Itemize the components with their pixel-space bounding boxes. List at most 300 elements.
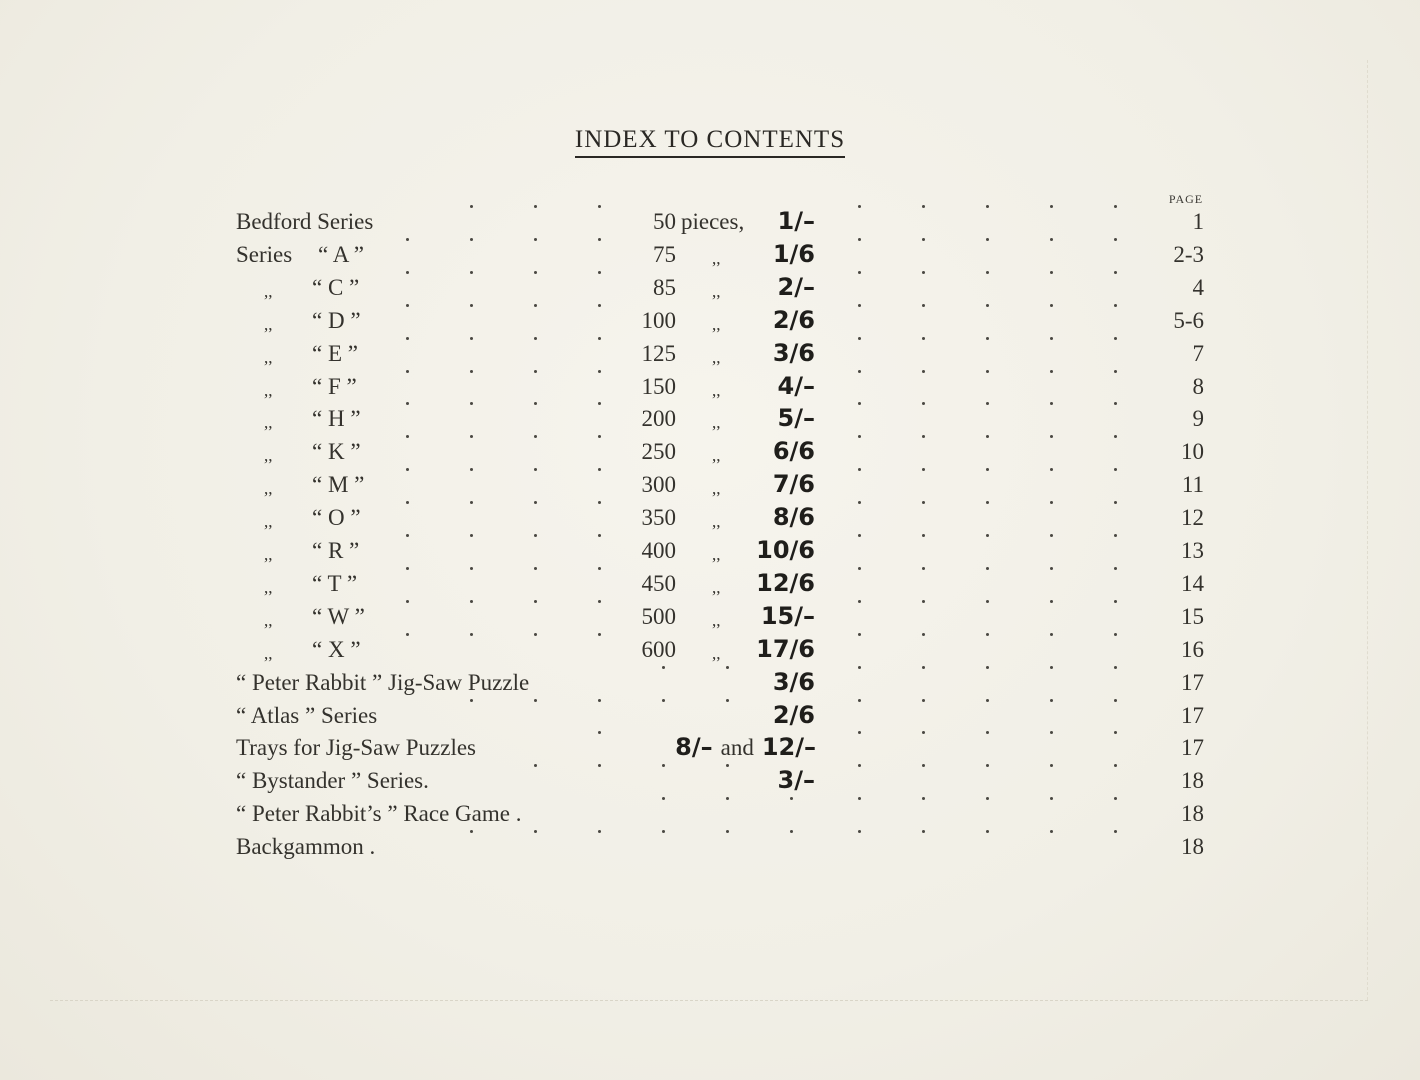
leader-dot bbox=[986, 402, 989, 405]
leader-dot bbox=[1114, 238, 1117, 241]
leader-dot bbox=[534, 567, 537, 570]
leader-dot bbox=[986, 666, 989, 669]
leader-dot bbox=[406, 468, 409, 471]
leader-dot bbox=[470, 238, 473, 241]
leader-dot bbox=[726, 699, 729, 702]
leader-dot bbox=[406, 370, 409, 373]
ditto-mark: ,, bbox=[264, 281, 273, 301]
leader-dot bbox=[790, 797, 793, 800]
piece-count: 400 bbox=[641, 538, 676, 563]
leader-dot bbox=[986, 435, 989, 438]
series-letter: “ W ” bbox=[312, 603, 365, 629]
leader-dot bbox=[534, 238, 537, 241]
contents-entry bbox=[0, 271, 1420, 304]
leader-dot bbox=[986, 468, 989, 471]
leader-dot bbox=[598, 337, 601, 340]
piece-count: 200 bbox=[641, 406, 676, 432]
leader-dot bbox=[922, 600, 925, 603]
ditto-mark: ,, bbox=[712, 446, 721, 466]
leader-dot bbox=[858, 468, 861, 471]
series-letter: “ F ” bbox=[312, 373, 357, 399]
entry-page-number: 17 bbox=[1181, 735, 1204, 761]
leader-dot bbox=[662, 699, 665, 702]
leader-dot bbox=[922, 764, 925, 767]
piece-count: 75 bbox=[653, 241, 676, 267]
entry-page-number: 17 bbox=[1181, 702, 1204, 728]
series-letter: “ X ” bbox=[312, 636, 361, 662]
leader-dot bbox=[922, 534, 925, 537]
leader-dot bbox=[470, 435, 473, 438]
leader-dot bbox=[406, 337, 409, 340]
series-letter: “ C ” bbox=[312, 274, 360, 300]
pieces-word: pieces, bbox=[681, 209, 745, 234]
leader-dot bbox=[534, 435, 537, 438]
entry-price: 5/– bbox=[777, 404, 815, 433]
leader-dot bbox=[470, 600, 473, 603]
leader-dot bbox=[598, 304, 601, 307]
piece-count: 300 bbox=[641, 472, 676, 498]
price-low: 8/– bbox=[675, 733, 713, 762]
contents-entry bbox=[0, 567, 1420, 600]
leader-dot bbox=[406, 633, 409, 636]
ditto-mark: ,, bbox=[712, 610, 721, 630]
leader-dot bbox=[986, 534, 989, 537]
leader-dot bbox=[1114, 699, 1117, 702]
leader-dot bbox=[1050, 468, 1053, 471]
contents-entry bbox=[0, 205, 1420, 238]
leader-dot bbox=[922, 731, 925, 734]
leader-dot bbox=[1114, 435, 1117, 438]
leader-dot bbox=[406, 304, 409, 307]
ditto-mark: ,, bbox=[712, 248, 721, 268]
leader-dot bbox=[1050, 731, 1053, 734]
entry-page-number: 8 bbox=[1192, 373, 1204, 399]
leader-dot bbox=[406, 435, 409, 438]
leader-dot bbox=[470, 468, 473, 471]
leader-dot bbox=[986, 271, 989, 274]
entry-page-number: 2-3 bbox=[1173, 241, 1204, 267]
contents-entry bbox=[0, 764, 1420, 797]
ditto-mark: ,, bbox=[264, 314, 273, 334]
leader-dot bbox=[470, 402, 473, 405]
leader-dot bbox=[858, 501, 861, 504]
series-letter: “ E ” bbox=[312, 340, 358, 366]
ditto-mark: ,, bbox=[712, 643, 721, 663]
leader-dot bbox=[662, 764, 665, 767]
leader-dot bbox=[1050, 205, 1053, 208]
series-letter: “ A ” bbox=[318, 241, 364, 267]
leader-dot bbox=[598, 205, 601, 208]
piece-count: 350 bbox=[641, 505, 676, 531]
leader-dot bbox=[1114, 534, 1117, 537]
leader-dot bbox=[790, 830, 793, 833]
entry-page-number: 11 bbox=[1181, 472, 1204, 498]
piece-count: 50 bbox=[653, 209, 676, 234]
leader-dot bbox=[922, 666, 925, 669]
leader-dot bbox=[406, 534, 409, 537]
leader-dot bbox=[1114, 830, 1117, 833]
leader-dot bbox=[1114, 764, 1117, 767]
contents-entry bbox=[0, 402, 1420, 435]
leader-dot bbox=[922, 337, 925, 340]
contents-entry bbox=[0, 600, 1420, 633]
entry-price: 1/– bbox=[777, 207, 815, 235]
series-letter: “ T ” bbox=[312, 570, 358, 596]
contents-entry bbox=[0, 534, 1420, 567]
leader-dot bbox=[1114, 402, 1117, 405]
leader-dot bbox=[1050, 370, 1053, 373]
page-title bbox=[0, 126, 1420, 158]
leader-dot bbox=[922, 567, 925, 570]
ditto-mark: ,, bbox=[712, 577, 721, 597]
leader-dot bbox=[922, 468, 925, 471]
leader-dot bbox=[986, 830, 989, 833]
piece-count: 600 bbox=[641, 636, 676, 662]
leader-dot bbox=[662, 666, 665, 669]
leader-dot bbox=[726, 764, 729, 767]
leader-dot bbox=[986, 600, 989, 603]
leader-dot bbox=[1050, 337, 1053, 340]
entry-page-number: 18 bbox=[1181, 834, 1204, 860]
leader-dot bbox=[858, 534, 861, 537]
leader-dot bbox=[598, 238, 601, 241]
leader-dot bbox=[986, 699, 989, 702]
leader-dot bbox=[598, 633, 601, 636]
leader-dot bbox=[534, 271, 537, 274]
leader-dot bbox=[922, 370, 925, 373]
leader-dot bbox=[1114, 304, 1117, 307]
leader-dot bbox=[470, 567, 473, 570]
piece-count: 125 bbox=[641, 340, 676, 366]
leader-dot bbox=[922, 633, 925, 636]
leader-dot bbox=[986, 797, 989, 800]
leader-dot bbox=[858, 435, 861, 438]
entry-page-number: 16 bbox=[1181, 636, 1204, 662]
leader-dot bbox=[986, 205, 989, 208]
leader-dot bbox=[986, 633, 989, 636]
leader-dot bbox=[1114, 468, 1117, 471]
entry-price: 8/6 bbox=[772, 503, 815, 532]
leader-dot bbox=[598, 435, 601, 438]
leader-dot bbox=[1050, 402, 1053, 405]
leader-dot bbox=[986, 764, 989, 767]
entry-price: 2/– bbox=[777, 272, 815, 301]
entry-page-number: 14 bbox=[1181, 570, 1204, 596]
ditto-mark: ,, bbox=[264, 512, 273, 532]
ditto-mark: ,, bbox=[264, 479, 273, 499]
entry-price: 4/– bbox=[777, 371, 815, 400]
leader-dot bbox=[470, 830, 473, 833]
entry-label: “ Bystander ” Series. bbox=[236, 768, 429, 794]
leader-dot bbox=[1114, 205, 1117, 208]
leader-dot bbox=[470, 271, 473, 274]
leader-dot bbox=[534, 402, 537, 405]
entry-page-number: 5-6 bbox=[1173, 307, 1204, 333]
ditto-mark: ,, bbox=[264, 545, 273, 564]
entry-price: 12/6 bbox=[756, 568, 815, 597]
leader-dot bbox=[1050, 633, 1053, 636]
price-range bbox=[646, 731, 816, 764]
entry-label: “ Peter Rabbit’s ” Race Game . bbox=[236, 801, 522, 827]
leader-dot bbox=[858, 402, 861, 405]
leader-dot bbox=[406, 238, 409, 241]
leader-dot bbox=[470, 304, 473, 307]
leader-dot bbox=[1050, 304, 1053, 307]
leader-dot bbox=[406, 501, 409, 504]
leader-dot bbox=[1050, 830, 1053, 833]
ditto-mark: ,, bbox=[712, 314, 721, 334]
leader-dot bbox=[1050, 238, 1053, 241]
entry-label: Backgammon . bbox=[236, 834, 376, 860]
leader-dot bbox=[986, 337, 989, 340]
leader-dot bbox=[858, 830, 861, 833]
contents-entry bbox=[0, 666, 1420, 699]
ditto-mark: ,, bbox=[264, 446, 273, 466]
leader-dot bbox=[534, 764, 537, 767]
piece-count: 250 bbox=[641, 439, 676, 465]
page-title-text: INDEX TO CONTENTS bbox=[575, 126, 845, 158]
leader-dot bbox=[1050, 764, 1053, 767]
leader-dot bbox=[534, 534, 537, 537]
contents-entry bbox=[0, 370, 1420, 403]
ditto-mark: ,, bbox=[712, 512, 721, 532]
entry-price: 17/6 bbox=[756, 634, 815, 663]
contents-entry bbox=[0, 830, 1420, 863]
leader-dot bbox=[858, 600, 861, 603]
contents-entry bbox=[0, 699, 1420, 732]
leader-dot bbox=[598, 468, 601, 471]
leader-dot bbox=[406, 402, 409, 405]
leader-dot bbox=[470, 370, 473, 373]
series-letter: “ H ” bbox=[312, 406, 361, 432]
ditto-mark: ,, bbox=[264, 610, 273, 630]
page-column-header: PAGE bbox=[1168, 192, 1204, 206]
entry-page-number: 12 bbox=[1181, 505, 1204, 531]
ditto-mark: ,, bbox=[712, 413, 721, 433]
ditto-mark: ,, bbox=[712, 545, 721, 564]
leader-dot bbox=[598, 600, 601, 603]
leader-dot bbox=[598, 271, 601, 274]
series-letter: “ K ” bbox=[312, 439, 361, 465]
entry-price: 3/6 bbox=[772, 338, 815, 367]
leader-dot bbox=[470, 501, 473, 504]
leader-dot bbox=[922, 304, 925, 307]
entry-page-number: 18 bbox=[1181, 768, 1204, 794]
leader-dot bbox=[858, 238, 861, 241]
contents-entry bbox=[0, 633, 1420, 666]
leader-dot bbox=[662, 797, 665, 800]
piece-count: 500 bbox=[641, 603, 676, 629]
leader-dot bbox=[726, 797, 729, 800]
leader-dot bbox=[1050, 600, 1053, 603]
contents-entry bbox=[0, 501, 1420, 534]
contents-entry bbox=[0, 468, 1420, 501]
leader-dot bbox=[1114, 633, 1117, 636]
price-and: and bbox=[720, 735, 754, 761]
leader-dot bbox=[1050, 435, 1053, 438]
leader-dot bbox=[858, 764, 861, 767]
contents-entry bbox=[0, 238, 1420, 271]
entry-label: “ Peter Rabbit ” Jig-Saw Puzzle bbox=[236, 669, 530, 695]
leader-dot bbox=[858, 731, 861, 734]
contents-entry bbox=[0, 731, 1420, 764]
leader-dot bbox=[986, 731, 989, 734]
entry-page-number: 9 bbox=[1192, 406, 1204, 432]
leader-dot bbox=[598, 402, 601, 405]
leader-dot bbox=[1114, 501, 1117, 504]
leader-dot bbox=[922, 830, 925, 833]
entry-page-number: 1 bbox=[1192, 209, 1204, 234]
entry-page-number: 10 bbox=[1181, 439, 1204, 465]
leader-dot bbox=[986, 567, 989, 570]
leader-dot bbox=[986, 501, 989, 504]
ditto-mark: ,, bbox=[712, 281, 721, 301]
leader-dot bbox=[1050, 666, 1053, 669]
ditto-mark: ,, bbox=[712, 380, 721, 400]
entry-page-number: 7 bbox=[1192, 340, 1204, 366]
leader-dot bbox=[922, 797, 925, 800]
leader-dot bbox=[922, 699, 925, 702]
leader-dot bbox=[470, 337, 473, 340]
leader-dot bbox=[1114, 567, 1117, 570]
entry-price: 3/– bbox=[777, 766, 815, 795]
leader-dot bbox=[470, 534, 473, 537]
entry-page-number: 18 bbox=[1181, 801, 1204, 827]
leader-dot bbox=[1114, 600, 1117, 603]
leader-dot bbox=[986, 238, 989, 241]
leader-dot bbox=[470, 699, 473, 702]
leader-dot bbox=[598, 370, 601, 373]
series-letter: “ O ” bbox=[312, 505, 361, 531]
leader-dot bbox=[1050, 501, 1053, 504]
leader-dot bbox=[534, 830, 537, 833]
ditto-mark: ,, bbox=[264, 577, 273, 597]
leader-dot bbox=[406, 600, 409, 603]
ditto-mark: ,, bbox=[264, 413, 273, 433]
leader-dot bbox=[470, 633, 473, 636]
entry-price: 2/6 bbox=[772, 305, 815, 334]
contents-entry bbox=[0, 337, 1420, 370]
piece-count: 100 bbox=[641, 307, 676, 333]
contents-entry bbox=[0, 797, 1420, 830]
entry-price: 10/6 bbox=[756, 536, 815, 564]
leader-dot bbox=[922, 271, 925, 274]
entry-page-number: 4 bbox=[1192, 274, 1204, 300]
series-letter: “ D ” bbox=[312, 307, 361, 333]
leader-dot bbox=[534, 304, 537, 307]
leader-dot bbox=[858, 567, 861, 570]
leader-dot bbox=[534, 370, 537, 373]
entry-page-number: 17 bbox=[1181, 669, 1204, 695]
leader-dot bbox=[662, 830, 665, 833]
leader-dot bbox=[598, 731, 601, 734]
entry-label: Bedford Series bbox=[236, 209, 374, 234]
entry-label: “ Atlas ” Series bbox=[236, 702, 378, 728]
leader-dot bbox=[1114, 797, 1117, 800]
leader-dot bbox=[1114, 337, 1117, 340]
leader-dot bbox=[1050, 534, 1053, 537]
entry-page-number: 15 bbox=[1181, 603, 1204, 629]
leader-dot bbox=[534, 633, 537, 636]
ditto-mark: ,, bbox=[264, 347, 273, 367]
leader-dot bbox=[726, 666, 729, 669]
leader-dot bbox=[1050, 271, 1053, 274]
leader-dot bbox=[858, 205, 861, 208]
entry-page-number: 13 bbox=[1181, 538, 1204, 563]
contents-entry bbox=[0, 435, 1420, 468]
leader-dot bbox=[922, 501, 925, 504]
leader-dot bbox=[922, 402, 925, 405]
entry-price: 15/– bbox=[760, 601, 815, 630]
entry-label: Series bbox=[236, 241, 293, 267]
leader-dot bbox=[534, 501, 537, 504]
leader-dot bbox=[858, 797, 861, 800]
leader-dot bbox=[534, 699, 537, 702]
entry-price: 3/6 bbox=[772, 667, 815, 696]
leader-dot bbox=[406, 567, 409, 570]
leader-dot bbox=[598, 501, 601, 504]
leader-dot bbox=[470, 205, 473, 208]
leader-dot bbox=[406, 271, 409, 274]
leader-dot bbox=[1114, 370, 1117, 373]
leader-dot bbox=[598, 764, 601, 767]
leader-dot bbox=[534, 468, 537, 471]
series-letter: “ M ” bbox=[312, 472, 365, 498]
leader-dot bbox=[726, 830, 729, 833]
leader-dot bbox=[1114, 666, 1117, 669]
leader-dot bbox=[1114, 271, 1117, 274]
series-letter: “ R ” bbox=[312, 538, 360, 563]
entry-label: Trays for Jig-Saw Puzzles bbox=[236, 735, 476, 761]
leader-dot bbox=[858, 633, 861, 636]
leader-dot bbox=[1114, 731, 1117, 734]
contents-entry bbox=[0, 304, 1420, 337]
entry-price: 7/6 bbox=[772, 470, 815, 499]
leader-dot bbox=[1050, 699, 1053, 702]
leader-dot bbox=[986, 370, 989, 373]
leader-dot bbox=[858, 699, 861, 702]
leader-dot bbox=[922, 205, 925, 208]
leader-dot bbox=[922, 435, 925, 438]
leader-dot bbox=[858, 271, 861, 274]
leader-dot bbox=[858, 304, 861, 307]
piece-count: 85 bbox=[653, 274, 676, 300]
leader-dot bbox=[598, 699, 601, 702]
leader-dot bbox=[534, 600, 537, 603]
page-fold-line bbox=[50, 1000, 1368, 1001]
entry-price: 2/6 bbox=[772, 700, 815, 729]
ditto-mark: ,, bbox=[712, 347, 721, 367]
leader-dot bbox=[922, 238, 925, 241]
leader-dot bbox=[598, 534, 601, 537]
leader-dot bbox=[534, 205, 537, 208]
piece-count: 150 bbox=[641, 373, 676, 399]
ditto-mark: ,, bbox=[712, 479, 721, 499]
leader-dot bbox=[858, 666, 861, 669]
leader-dot bbox=[858, 370, 861, 373]
leader-dot bbox=[598, 567, 601, 570]
price-high: 12/– bbox=[761, 733, 816, 762]
ditto-mark: ,, bbox=[264, 380, 273, 400]
entry-price: 6/6 bbox=[772, 437, 815, 466]
leader-dot bbox=[1050, 567, 1053, 570]
leader-dot bbox=[598, 830, 601, 833]
ditto-mark: ,, bbox=[264, 643, 273, 663]
leader-dot bbox=[534, 337, 537, 340]
leader-dot bbox=[858, 337, 861, 340]
leader-dot bbox=[1050, 797, 1053, 800]
entry-price: 1/6 bbox=[772, 239, 815, 268]
